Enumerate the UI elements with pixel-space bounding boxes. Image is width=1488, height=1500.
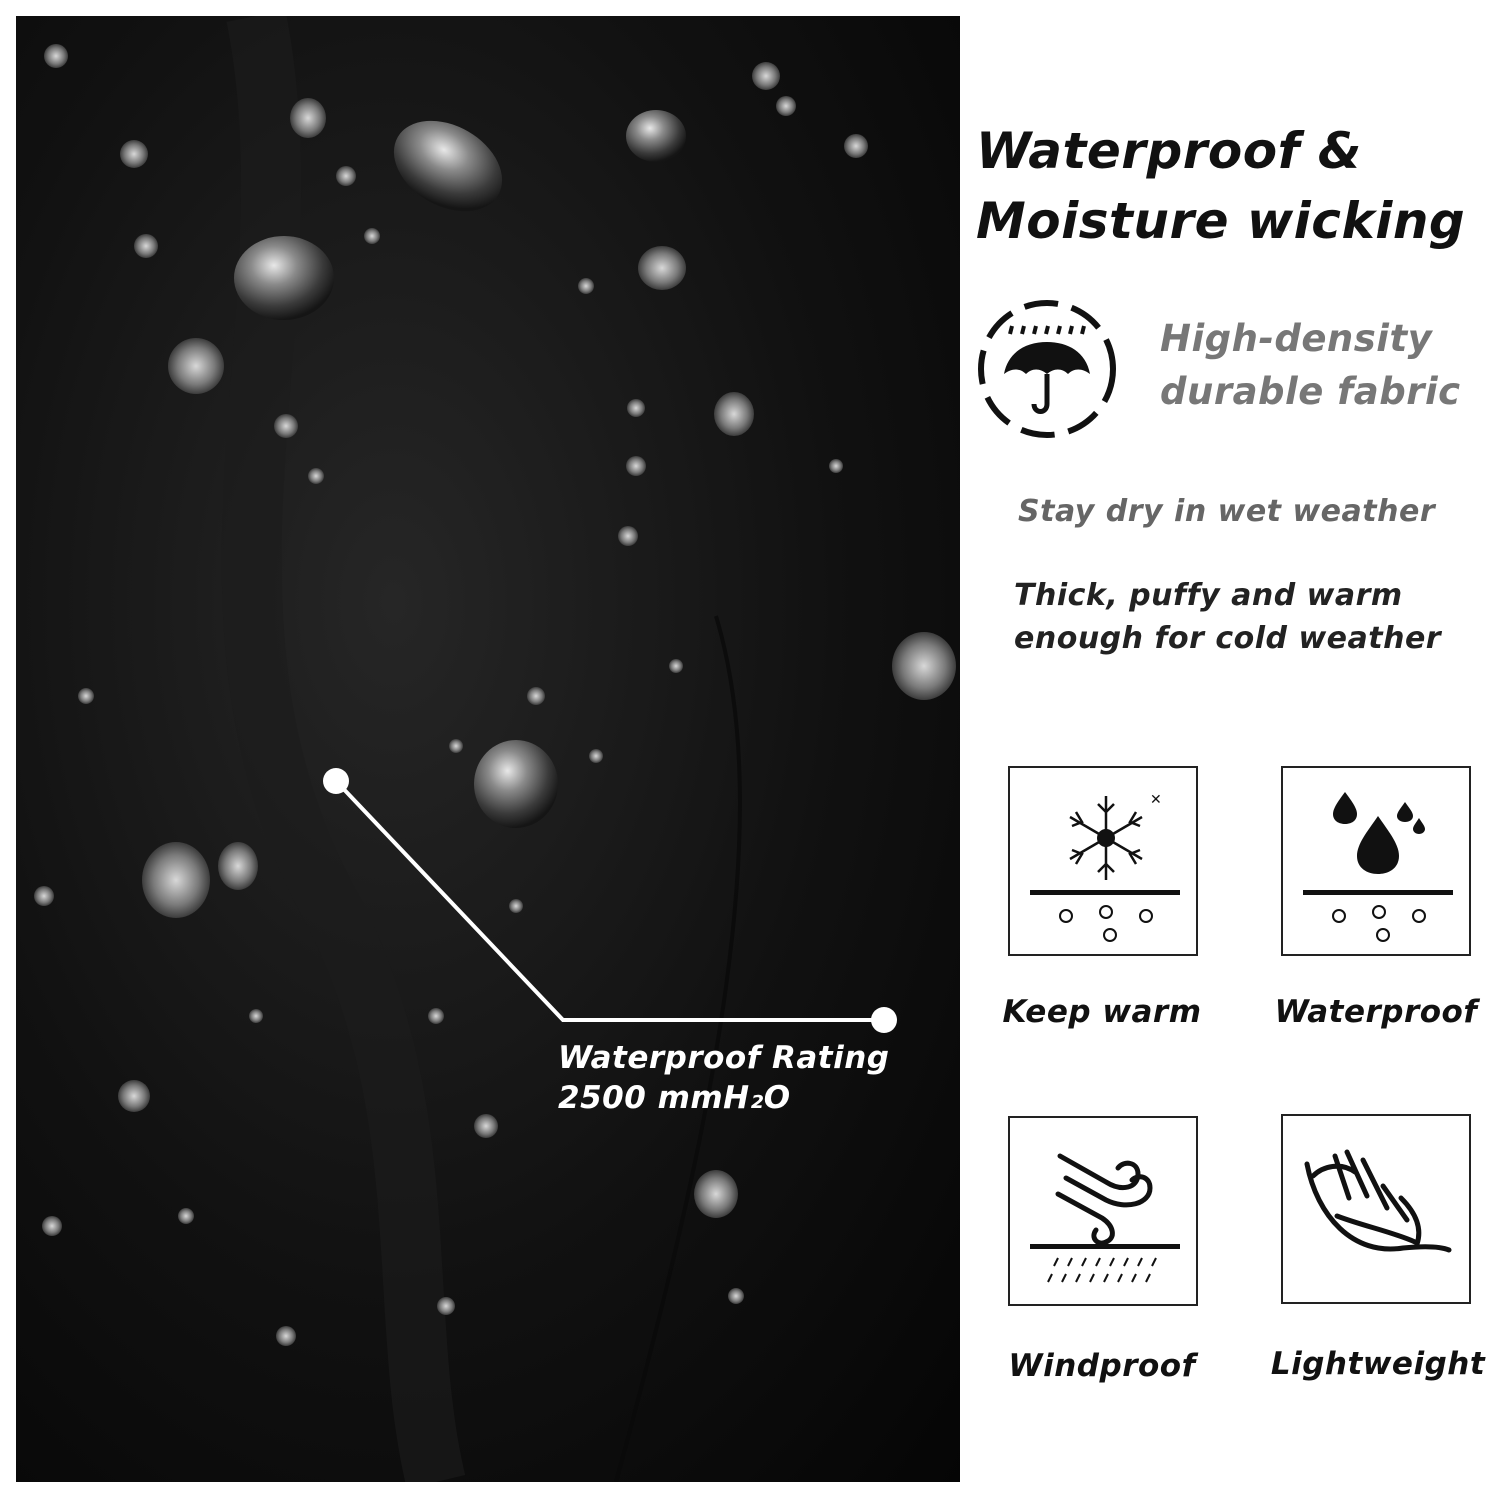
lightweight-label: Lightweight bbox=[1270, 1346, 1486, 1382]
title-line1: Waterproof & bbox=[976, 122, 1362, 180]
snowflake-icon bbox=[1010, 768, 1200, 958]
water-drops-icon bbox=[1283, 768, 1473, 958]
windproof-label: Windproof bbox=[1008, 1348, 1196, 1384]
title-line2: Moisture wicking bbox=[976, 192, 1466, 250]
windproof-box bbox=[1008, 1116, 1198, 1306]
page-title bbox=[976, 116, 1465, 256]
waterproof-rating-callout bbox=[558, 1038, 890, 1118]
tagline-dark bbox=[1014, 574, 1441, 660]
keep-warm-box bbox=[1008, 766, 1198, 956]
tagline-gray: Stay dry in wet weather bbox=[1018, 494, 1436, 529]
umbrella-rain-icon bbox=[974, 296, 1120, 442]
svg-text:✕: ✕ bbox=[1150, 792, 1162, 808]
badge-text bbox=[1160, 312, 1461, 418]
badge-line2: durable fabric bbox=[1160, 370, 1461, 413]
callout-line2: 2500 mmH₂O bbox=[558, 1080, 791, 1116]
tagline-dark-line1: Thick, puffy and warm bbox=[1014, 578, 1403, 613]
callout-line1: Waterproof Rating bbox=[558, 1040, 890, 1076]
wind-icon bbox=[1010, 1118, 1200, 1308]
feather-icon bbox=[1283, 1116, 1473, 1306]
tagline-dark-line2: enough for cold weather bbox=[1014, 621, 1442, 656]
water-droplets-graphic bbox=[16, 16, 960, 1482]
keep-warm-label: Keep warm bbox=[1002, 994, 1202, 1030]
fabric-photo bbox=[16, 16, 960, 1482]
lightweight-box bbox=[1281, 1114, 1471, 1304]
waterproof-label: Waterproof bbox=[1274, 994, 1478, 1030]
waterproof-box bbox=[1281, 766, 1471, 956]
badge-line1: High-density bbox=[1160, 317, 1433, 360]
